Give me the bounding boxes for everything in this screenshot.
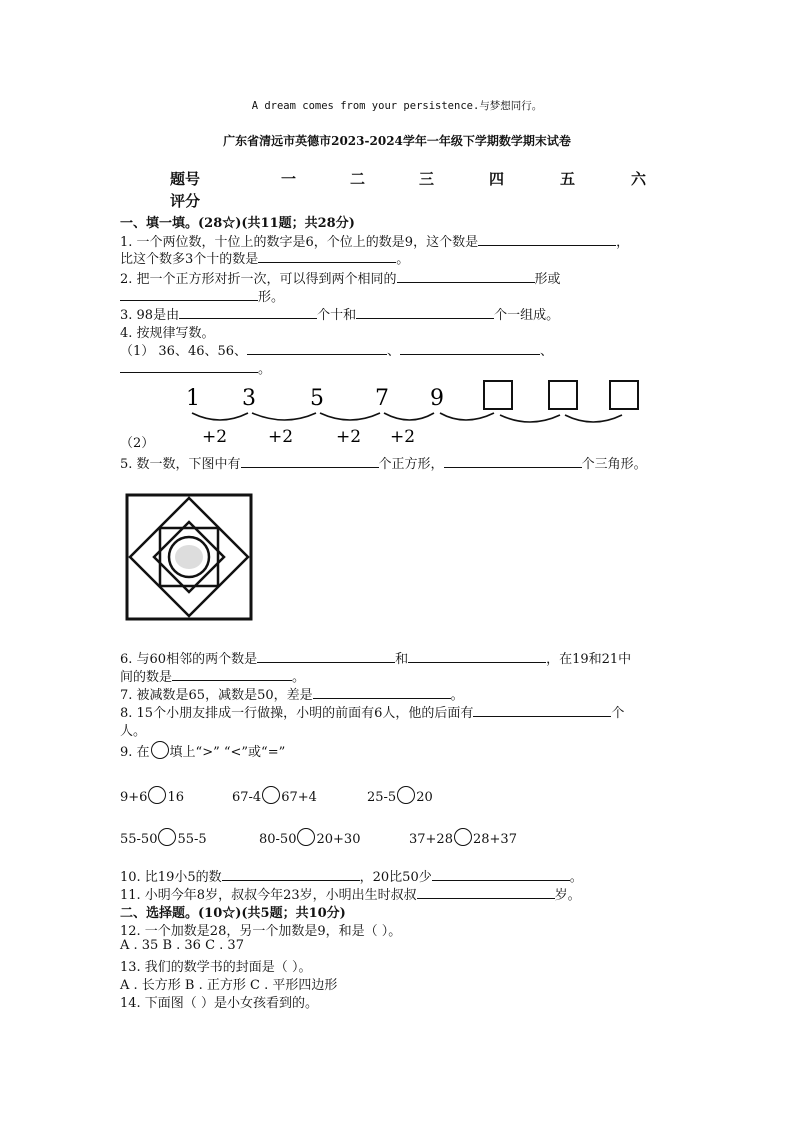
arc-2 [252, 413, 316, 420]
q5-figure-nested-squares [124, 492, 254, 622]
row-label-question-no: 题号 [170, 170, 201, 188]
q10-line: 10. 比19小5的数 ，20比50少 。 [120, 870, 583, 885]
seq-5: 9 [430, 386, 444, 411]
q8-line1: 8. 15个小朋友排成一行做操，小明的前面有6人，他的后面有 个 [120, 706, 625, 721]
compare-circle-icon [151, 741, 169, 759]
q2-line2: 形。 [120, 286, 284, 305]
seq-3: 5 [310, 386, 324, 411]
compare-circle-5[interactable] [297, 828, 315, 846]
q13-options[interactable]: A . 长方形 B . 正方形 C . 平形四边形 [120, 978, 338, 993]
arc-5 [440, 413, 494, 420]
col-3: 三 [419, 170, 435, 188]
answer-box-3 [610, 381, 638, 409]
q8-line2: 人。 [120, 724, 147, 739]
step-1: +2 [202, 427, 228, 447]
q4-blank-2[interactable] [400, 342, 540, 355]
q6-line1: 6. 与60相邻的两个数是 和 ，在19和21中 [120, 652, 632, 667]
q5-line: 5. 数一数，下图中有 个正方形， 个三角形。 [120, 457, 647, 472]
q9-item-5: 80-50 20+30 [259, 828, 360, 847]
compare-circle-2[interactable] [262, 786, 280, 804]
q7-blank[interactable] [313, 686, 451, 699]
q5-blank-2[interactable] [444, 455, 582, 468]
col-5: 五 [560, 170, 576, 188]
q6-line2: 间的数是 。 [120, 670, 306, 685]
q11-line: 11. 小明今年8岁，叔叔今年23岁，小明出生时叔叔 岁。 [120, 888, 581, 903]
q6-blank-3[interactable] [172, 668, 292, 681]
q1-line1: 1. 一个两位数，十位上的数字是6，个位上的数是9，这个数是 ， [120, 235, 630, 250]
q4-part1-line2: 。 [120, 358, 271, 377]
compare-circle-6[interactable] [454, 828, 472, 846]
col-2: 二 [350, 170, 366, 188]
q4-sequence-figure [170, 375, 660, 450]
q4-title: 4. 按规律写数。 [120, 326, 215, 341]
exam-title: 广东省清远市英德市2023-2024学年一年级下学期数学期末试卷 [223, 134, 571, 148]
seq-1: 1 [186, 386, 200, 411]
seq-2: 3 [242, 386, 256, 411]
arc-7 [565, 415, 622, 422]
step-3: +2 [336, 427, 362, 447]
q9-item-2: 67-4 67+4 [232, 786, 317, 805]
section-2-heading: 二、选择题。(10☆)(共5题；共10分) [120, 906, 346, 921]
q9-line: 9. 在 填上“>” “<”或“=” [120, 741, 285, 760]
q6-blank-2[interactable] [408, 650, 546, 663]
col-6: 六 [631, 170, 647, 188]
compare-circle-3[interactable] [397, 786, 415, 804]
q2-line1: 2. 把一个正方形对折一次，可以得到两个相同的 形或 [120, 272, 561, 287]
q4-part1-line1: （1） 36、46、56、 、 、 [120, 344, 554, 359]
q8-blank[interactable] [473, 704, 611, 717]
q9-item-4: 55-50 55-5 [120, 828, 207, 847]
q11-blank[interactable] [417, 886, 555, 899]
q5-blank-1[interactable] [241, 455, 379, 468]
q4-blank-1[interactable] [247, 342, 387, 355]
arc-1 [192, 413, 248, 420]
q9-item-1: 9+6 16 [120, 786, 184, 805]
q3-blank-2[interactable] [356, 306, 494, 319]
q14-stem: 14. 下面图（ ）是小女孩看到的。 [120, 996, 318, 1011]
q1-line2: 比这个数多3个十的数是 。 [120, 252, 410, 267]
q12-options[interactable]: A . 35 B . 36 C . 37 [120, 938, 244, 953]
q4-blank-3[interactable] [120, 360, 258, 373]
section-1-heading: 一、填一填。(28☆)(共11题；共28分) [120, 216, 355, 231]
seq-4: 7 [375, 386, 389, 411]
arc-3 [320, 413, 380, 420]
q2-blank-1[interactable] [397, 270, 535, 283]
compare-circle-4[interactable] [158, 828, 176, 846]
q7-line: 7. 被减数是65，减数是50，差是 。 [120, 688, 464, 703]
q9-item-3: 25-5 20 [367, 786, 433, 805]
answer-box-1 [484, 381, 512, 409]
arc-4 [384, 413, 434, 420]
compare-circle-1[interactable] [148, 786, 166, 804]
q1-blank-2[interactable] [258, 250, 396, 263]
q2-blank-2[interactable] [120, 288, 258, 301]
step-4: +2 [390, 427, 416, 447]
arc-6 [500, 415, 560, 422]
row-label-score: 评分 [170, 192, 201, 210]
q10-blank-1[interactable] [222, 868, 360, 881]
q4-part2-label: （2） [120, 436, 155, 451]
q13-stem: 13. 我们的数学书的封面是（ ）。 [120, 960, 312, 975]
q12-stem: 12. 一个加数是28，另一个加数是9，和是（ ）。 [120, 924, 402, 939]
q3-blank-1[interactable] [179, 306, 317, 319]
motto: A dream comes from your persistence.与梦想同行。 [251, 100, 543, 112]
q10-blank-2[interactable] [432, 868, 570, 881]
q6-blank-1[interactable] [257, 650, 395, 663]
col-4: 四 [489, 170, 505, 188]
q1-blank-1[interactable] [478, 233, 616, 246]
col-1: 一 [281, 170, 297, 188]
answer-box-2 [549, 381, 577, 409]
step-2: +2 [268, 427, 294, 447]
q3-line: 3. 98是由 个十和 个一组成。 [120, 308, 560, 323]
q9-item-6: 37+28 28+37 [409, 828, 517, 847]
